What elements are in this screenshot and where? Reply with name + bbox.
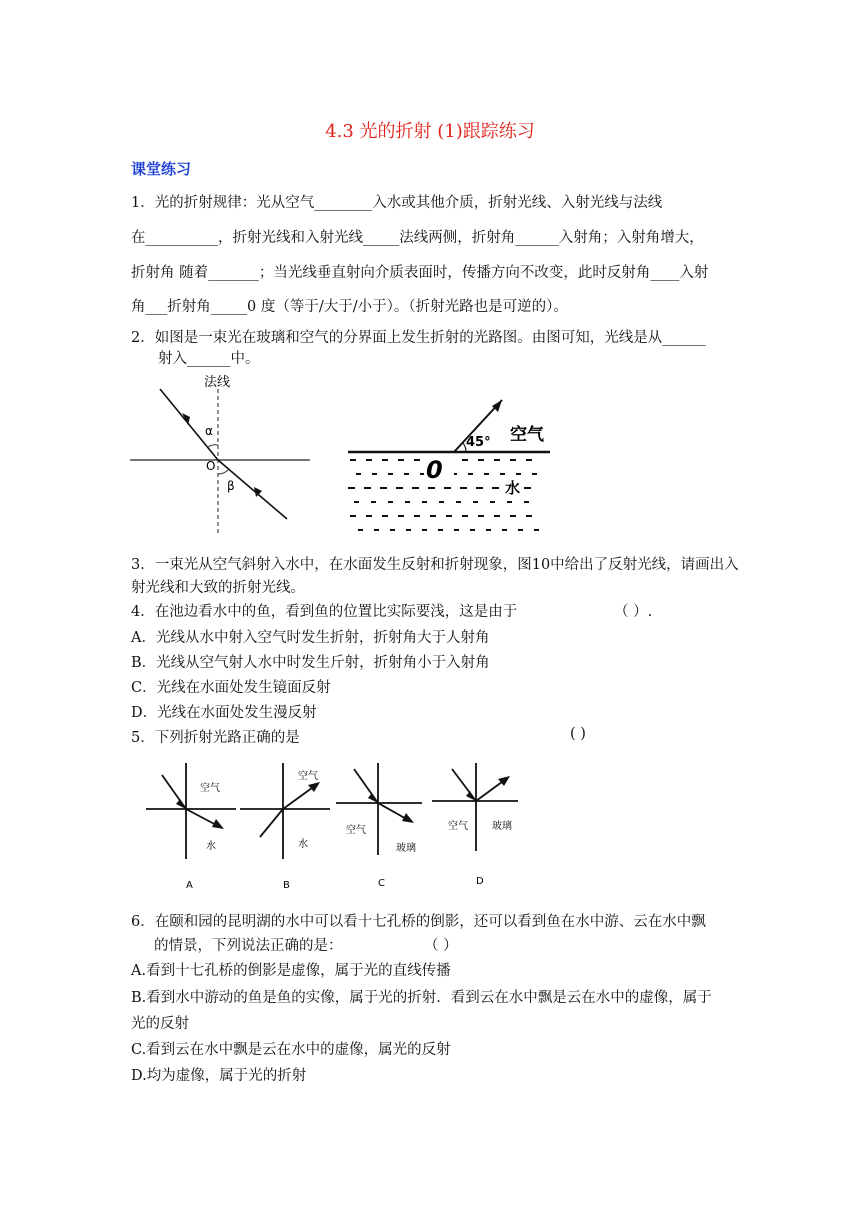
q6-option-b-line-1: B.看到水中游动的鱼是鱼的实像，属于光的折射．看到云在水中飘是云在水中的虚像，属于	[131, 990, 712, 1006]
q1-line-3: 折射角 随着_______；当光线垂直射向介质表面时，传播方向不改变，此时反射角____入射	[131, 265, 709, 281]
q3-line-2: 射光线和大致的折射光线。	[131, 580, 305, 596]
q5-b-letter: B	[283, 880, 290, 891]
water-label: 水	[505, 479, 521, 497]
origin-label: 0	[426, 456, 443, 484]
q5-figure-b	[240, 763, 330, 891]
q5-b-bottom: 水	[298, 839, 308, 850]
q1-line-4: 角___折射角_____0 度（等于/大于/小于）。（折射光路也是可逆的）。	[131, 299, 568, 315]
section-heading: 课堂练习	[131, 160, 192, 178]
air-water-figure	[340, 392, 552, 542]
q5-figure-a	[146, 763, 236, 891]
q5-c-letter: C	[378, 878, 385, 889]
q6-option-b-line-2: 光的反射	[131, 1016, 189, 1032]
q1-line-2: 在__________，折射光线和入射光线_____法线两侧，折射角______入射角；入射角增大，	[131, 230, 704, 246]
q5-c-top: 空气	[346, 825, 366, 836]
q4-option-a: A．光线从水中射入空气时发生折射，折射角大于人射角	[131, 630, 490, 646]
q5-d-letter: D	[476, 876, 484, 887]
q5-figure-d	[432, 763, 518, 887]
refraction-figure-left	[130, 369, 330, 541]
q4-stem: 4．在池边看水中的鱼，看到鱼的位置比实际要浅，这是由于	[131, 604, 518, 620]
q5-stem: 5．下列折射光路正确的是	[131, 730, 300, 746]
q5-a-letter: A	[186, 880, 193, 891]
q6-option-c: C.看到云在水中飘是云在水中的虚像，属光的反射	[131, 1042, 451, 1058]
q4-option-b: B．光线从空气射人水中时发生斤射，折射角小于入射角	[131, 655, 490, 671]
alpha-label: α	[205, 424, 213, 438]
origin-label: O	[206, 459, 216, 473]
normal-label: 法线	[204, 375, 231, 390]
beta-label: β	[227, 479, 235, 493]
q1-line-1: 1．光的折射规律：光从空气________入水或其他介质，折射光线、入射光线与法线	[131, 195, 663, 211]
q5-d-top: 空气	[448, 821, 468, 832]
q5-b-top: 空气	[298, 771, 318, 782]
q5-a-top: 空气	[200, 783, 220, 794]
q5-figure-c	[336, 763, 422, 889]
q6-option-d: D.均为虚像，属于光的折射	[131, 1068, 307, 1084]
q6-option-a: A.看到十七孔桥的倒影是虚像，属于光的直线传播	[131, 963, 451, 979]
q6-line-2: 的情景，下列说法正确的是：	[154, 938, 343, 954]
q3-line-1: 3．一束光从空气斜射入水中，在水面发生反射和折射现象，图10中给出了反射光线，请画出入	[131, 557, 739, 573]
q6-line-1: 6．在颐和园的昆明湖的水中可以看十七孔桥的倒影，还可以看到鱼在水中游、云在水中飘	[131, 914, 706, 930]
q2-line-1: 2．如图是一束光在玻璃和空气的分界面上发生折射的光路图。由图可知，光线是从______	[131, 330, 706, 346]
q5-c-bottom: 玻璃	[396, 843, 416, 854]
q5-a-bottom: 水	[206, 841, 216, 852]
page-title: 4.3 光的折射 (1)跟踪练习	[325, 121, 535, 142]
q2-line-2: 射入______中。	[158, 351, 260, 367]
q5-figures	[140, 755, 540, 895]
angle-label: 45°	[466, 435, 491, 450]
q6-answer-paren: （ ）	[424, 938, 458, 954]
q4-answer-paren: （ ）.	[614, 604, 653, 620]
q5-d-bottom: 玻璃	[492, 821, 512, 832]
arrow-icon	[254, 487, 262, 497]
q5-answer-paren: ( )	[570, 726, 586, 742]
air-label: 空气	[510, 425, 544, 445]
q4-option-c: C．光线在水面处发生镜面反射	[131, 680, 331, 696]
q4-option-d: D．光线在水面处发生漫反射	[131, 705, 317, 721]
